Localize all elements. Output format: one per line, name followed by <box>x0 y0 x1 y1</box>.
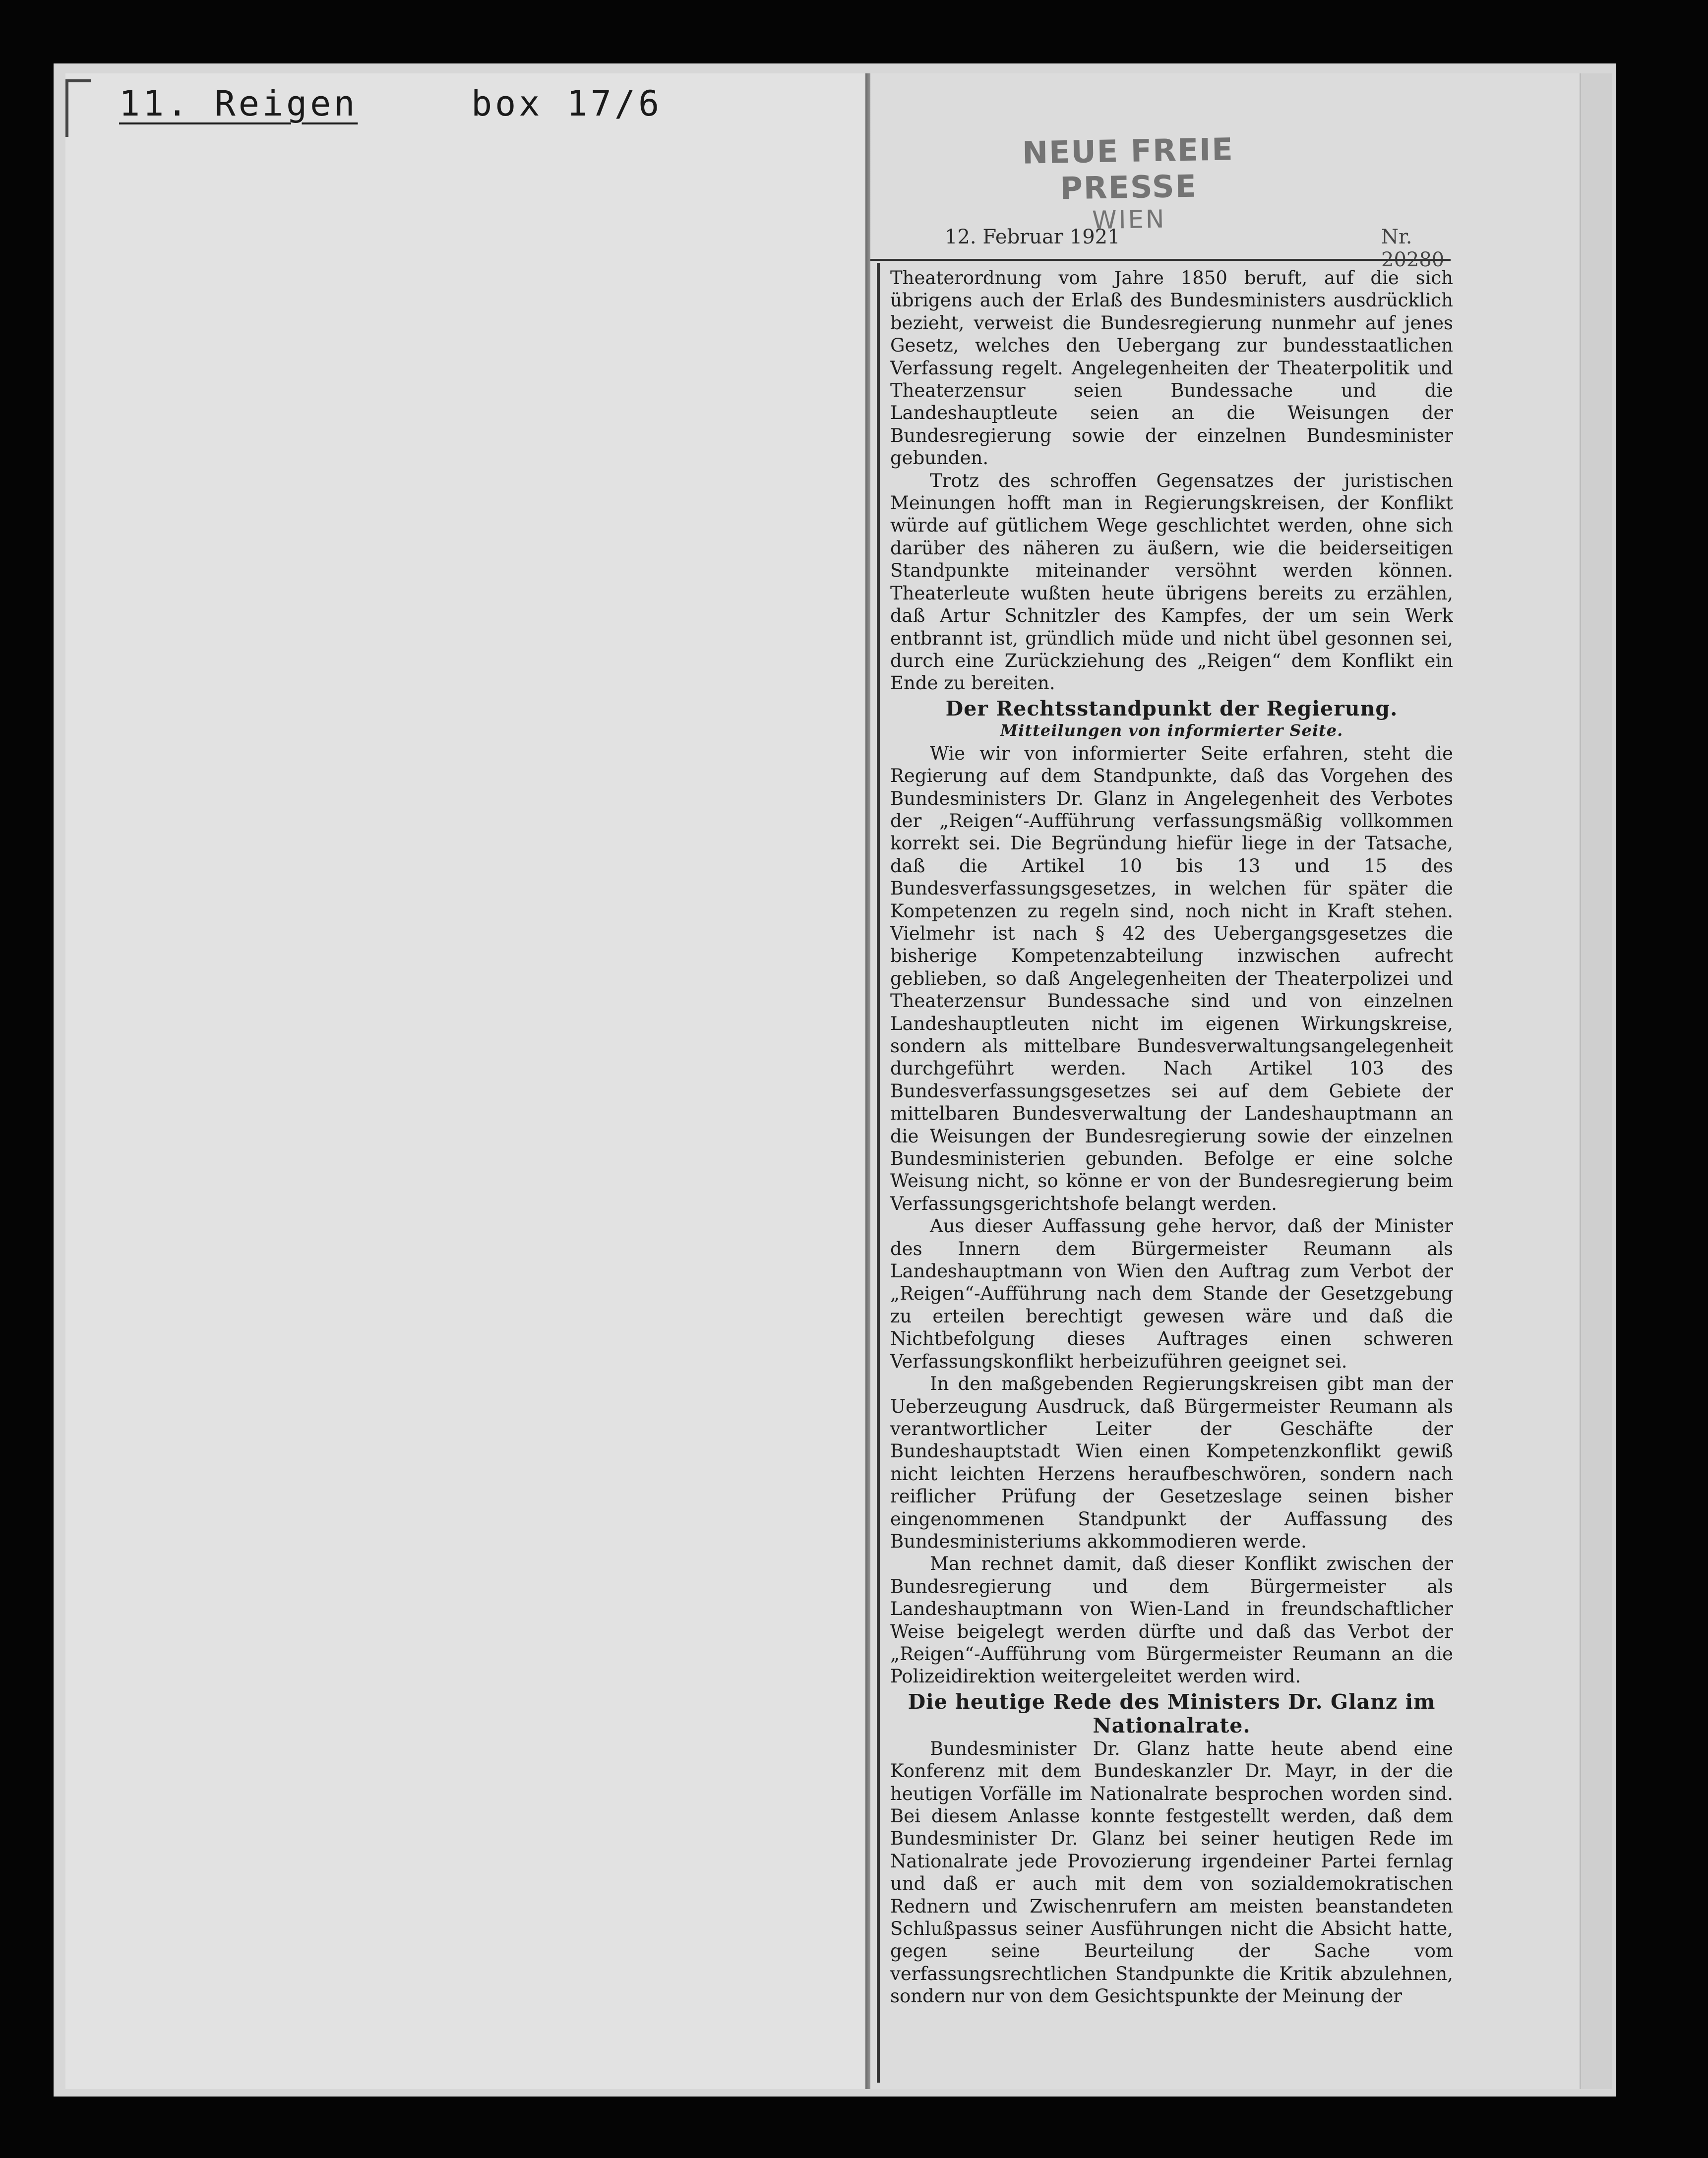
section-heading: Die heutige Rede des Ministers Dr. Glanz im Nationalrate. <box>908 1689 1436 1738</box>
article-paragraph: Wie wir von informierter Seite erfahren, steht die Regierung auf dem Standpunkte, daß das Vorgehen des Bundesministers Dr. Glanz in Angelegenheit des Verbotes der „Reigen“-Aufführung verfassungsmäßig vollkommen korrekt sei. Die Begründung hiefür liege in der Tatsache, daß die Artikel 10 bis 13 und 15 des Bundesverfassungsgesetzes, in welchen für später die Kompetenzen zu regeln sind, noch nicht in Kraft stehen. Vielmehr ist nach § 42 des Uebergangsgesetzes die bisherige Kompetenzabteilung inzwischen aufrecht geblieben, so daß Angelegenheiten der Theaterpolizei und Theaterzensur Bundessache sind und von einzelnen Landeshauptleuten nicht im eigenen Wirkungskreise, sondern als mittelbare Bundesverwaltungsangelegenheit durchgeführt werden. Nach Artikel 103 des Bundesverfassungsgesetzes sei auf dem Gebiete der mittelbaren Bundesverwaltung der Landeshauptmann an die Weisungen der Bundesregierung sowie der einzelnen Bundesministerien gebunden. Befolge er eine solche Weisung nicht, so könne er von der Bundesregierung beim Verfassungsgerichtshofe belangt werden. <box>890 742 1453 1214</box>
article-column <box>890 267 1453 2082</box>
folder-box-label: box 17/6 <box>471 83 663 124</box>
section-subheading: Mitteilungen von informierter Seite. <box>1000 720 1343 740</box>
dateline-rule <box>870 259 1451 261</box>
clipping-right-margin <box>1580 73 1612 2089</box>
article-paragraph: Bundesminister Dr. Glanz hatte heute abend eine Konferenz mit dem Bundeskanzler Dr. Mayr, in der die heutigen Vorfälle im Nationalrate besprochen worden sind. Bei diesem Anlasse konnte festgestellt werden, daß dem Bundesminister Dr. Glanz bei seiner heutigen Rede im Nationalrate jede Provozierung irgendeiner Partei fernlag und daß er auch mit dem von sozialdemokratischen Rednern und Zwischenrufern am meisten beanstandeten Schlußpassus seiner Ausführungen nicht die Absicht hatte, gegen seine Beurteilung der Sache vom verfassungsrechtlichen Standpunkte die Kritik abzulehnen, sondern nur von dem Gesichtspunkte der Meinung der <box>890 1738 1453 2007</box>
issue-number: Nr. 20280 <box>1381 226 1445 271</box>
newspaper-stamp <box>949 130 1307 235</box>
folder-item-label: 11. Reigen <box>119 83 358 124</box>
stamp-city: WIEN <box>1092 204 1166 235</box>
column-rule <box>877 263 880 2083</box>
dateline <box>945 226 1445 271</box>
folder-header <box>119 83 853 138</box>
article-paragraph: Man rechnet damit, daß dieser Konflikt zwischen der Bundesregierung und dem Bürgermeister als Landeshauptmann von Wien-Land in freundschaftlicher Weise beigelegt werden dürfte und daß das Verbot der „Reigen“-Aufführung vom Bürgermeister Reumann an die Polizeidirektion weitergeleitet werden wird. <box>890 1553 1453 1687</box>
article-paragraph: Aus dieser Auffassung gehe hervor, daß der Minister des Innern dem Bürgermeister Reumann als Landeshauptmann von Wien den Auftrag zum Verbot der „Reigen“-Aufführung nach dem Stande der Gesetzgebung zu erteilen berechtigt gewesen wäre und daß die Nichtbefolgung dieses Auftrages einen schweren Verfassungskonflikt herbeizuführen geeignet sei. <box>890 1215 1453 1372</box>
section-heading: Der Rechtsstandpunkt der Regierung. <box>945 696 1398 720</box>
folder-sheet <box>65 73 872 2089</box>
clipping-date: 12. Februar 1921 <box>945 226 1120 248</box>
corner-bracket <box>65 79 91 137</box>
article-paragraph: Trotz des schroffen Gegensatzes der juristischen Meinungen hofft man in Regierungskreisen, der Konflikt würde auf gütlichem Wege geschlichtet werden, ohne sich darüber des näheren zu äußern, wie die beiderseitigen Standpunkte miteinander versöhnt werden können. Theaterleute wußten heute übrigens bereits zu erzählen, daß Artur Schnitzler des Kampfes, der um sein Werk entbrannt ist, gründlich müde und nicht übel gesonnen sei, durch eine Zurückziehung des „Reigen“ dem Konflikt ein Ende zu bereiten. <box>890 470 1453 694</box>
article-paragraph: Theaterordnung vom Jahre 1850 beruft, auf die sich übrigens auch der Erlaß des Bundesministers ausdrücklich bezieht, verweist die Bundesregierung nunmehr auf jenes Gesetz, welches den Uebergang zur bundesstaatlichen Verfassung regelt. Angelegenheiten der Theaterpolitik und Theaterzensur seien Bundessache und die Landeshauptleute seien an die Weisungen der Bundesregierung sowie der einzelnen Bundesminister gebunden. <box>890 267 1453 469</box>
stamp-paper-name: NEUE FREIE PRESSE <box>1022 131 1234 207</box>
article-paragraph: In den maßgebenden Regierungskreisen gibt man der Ueberzeugung Ausdruck, daß Bürgermeister Reumann als verantwortlicher Leiter der Geschäfte der Bundeshauptstadt Wien einen Kompetenzkonflikt gewiß nicht leichten Herzens heraufbeschwören, sondern nach reiflicher Prüfung der Gesetzeslage seinen bisher eingenommenen Standpunkt der Auffassung des Bundesministeriums akkommodieren werde. <box>890 1373 1453 1552</box>
